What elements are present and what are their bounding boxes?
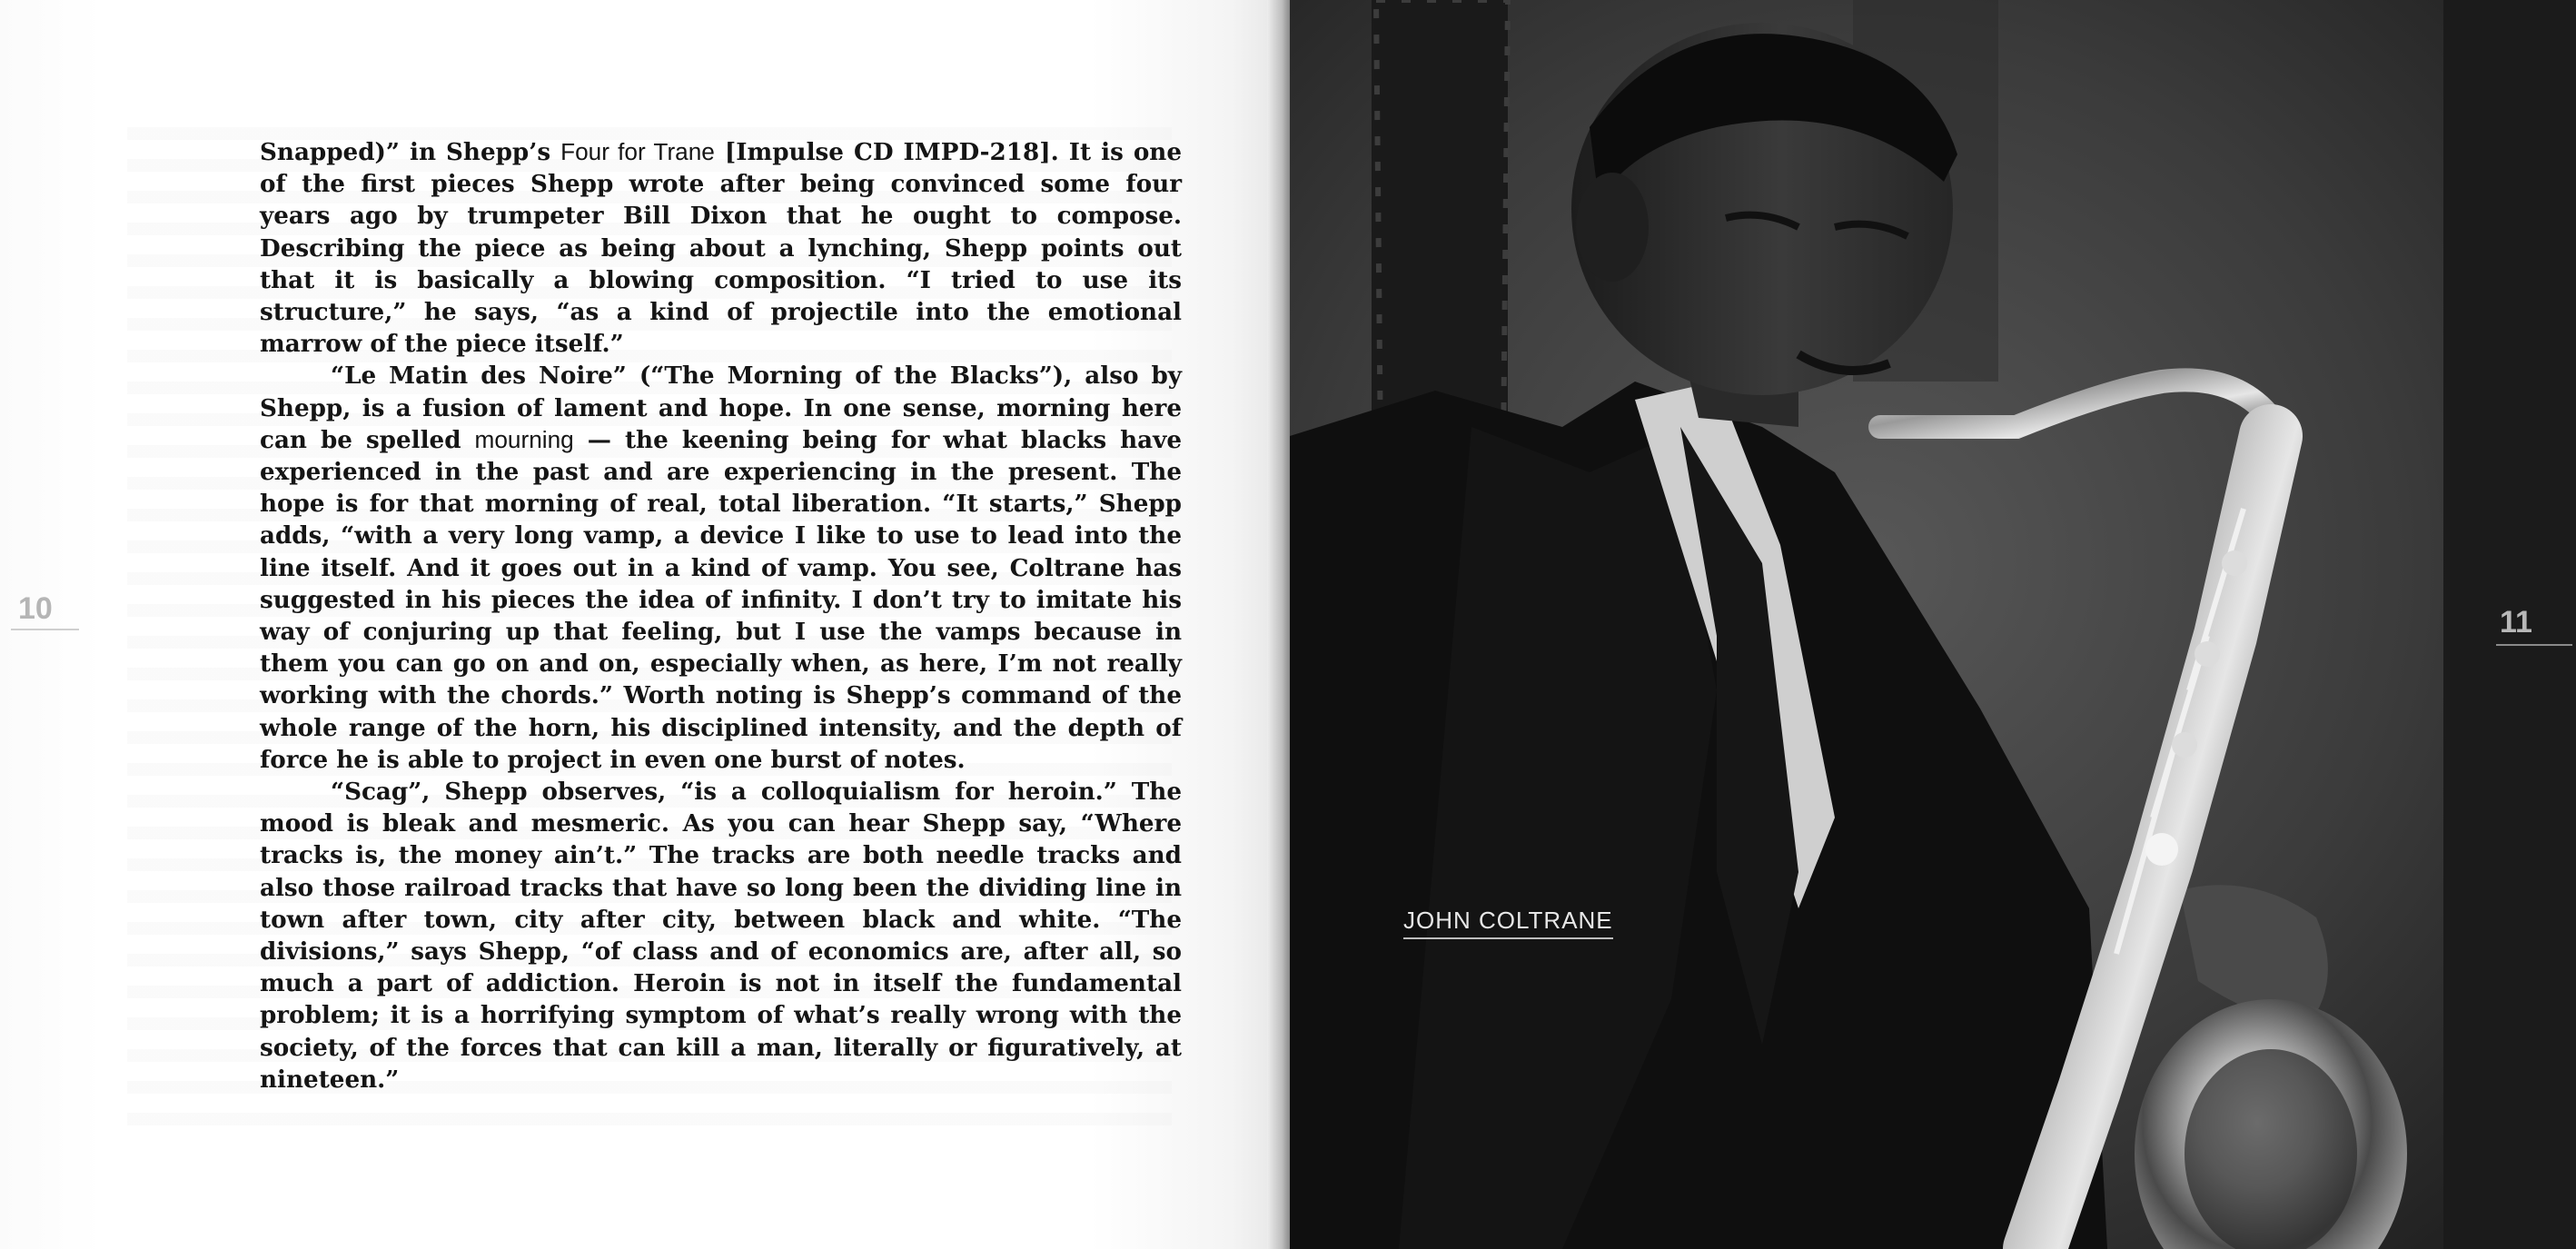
right-page — [1290, 0, 2576, 1249]
article-body — [260, 136, 1182, 1095]
paragraph — [260, 360, 1182, 776]
page-number-left: 10 — [18, 591, 53, 626]
text-run: “Le Matin des Noire” (“The Morning of the Blacks”), also by Shepp, is a fusion of lament and hope. In one sense, morning here can be spelled — [260, 362, 1182, 454]
italic-text-run: Four for Trane — [560, 138, 715, 165]
photo-caption: JOHN COLTRANE — [1403, 907, 1613, 939]
text-run: “Scag”, Shepp observes, “is a colloquialism for heroin.” The mood is bleak and mesmeric. As you can hear Shepp say, “Where tracks is, the money ain’t.” The tracks are both needle tracks and also those railroad tracks that have so long been the dividing line in town after town, city after city, between black and white. “The divisions,” says Shepp, “of class and of economics are, after all, so much a part of addiction. Heroin is not in itself the fundamental problem; it is a horrifying symptom of what’s really wrong with the society, of the forces that can kill a man, literally or figuratively, at nineteen.” — [260, 778, 1182, 1094]
text-run: — the keening being for what blacks have experienced in the past and are experiencing in the present. The hope is for that morning of real, total liberation. “It starts,” Shepp adds, “with a very long vamp, a device I like to use to lead into the line itself. And it goes out in a kind of vamp. You see, Coltrane has suggested in his pieces the idea of infinity. I don’t try to imitate his way of conjuring up that feeling, but I use the vamps because in them you can go on and on, especially when, as here, I’m not really working with the chords.” Worth noting is Shepp’s command of the whole range of the horn, his disciplined intensity, and the depth of force he is able to project in even one burst of notes. — [260, 425, 1182, 774]
text-run: [Impulse CD IMPD-218]. It is one of the first pieces Shepp wrote after being convinced some four years ago by trumpeter Bill Dixon that he ought to compose. Describing the piece as being about a lynching, Shepp points out that it is basically a blowing composition. “I tried to use its structure,” he says, “as a kind of projectile into the emotional marrow of the piece itself.” — [260, 138, 1182, 359]
paragraph — [260, 776, 1182, 1095]
saxophonist-photo — [1290, 0, 2576, 1249]
paragraph — [260, 136, 1182, 360]
text-run: Snapped)” in Shepp’s — [260, 138, 561, 166]
italic-text-run: mourning — [474, 425, 574, 453]
page-number-right: 11 — [2500, 605, 2532, 639]
left-page — [0, 0, 1283, 1249]
